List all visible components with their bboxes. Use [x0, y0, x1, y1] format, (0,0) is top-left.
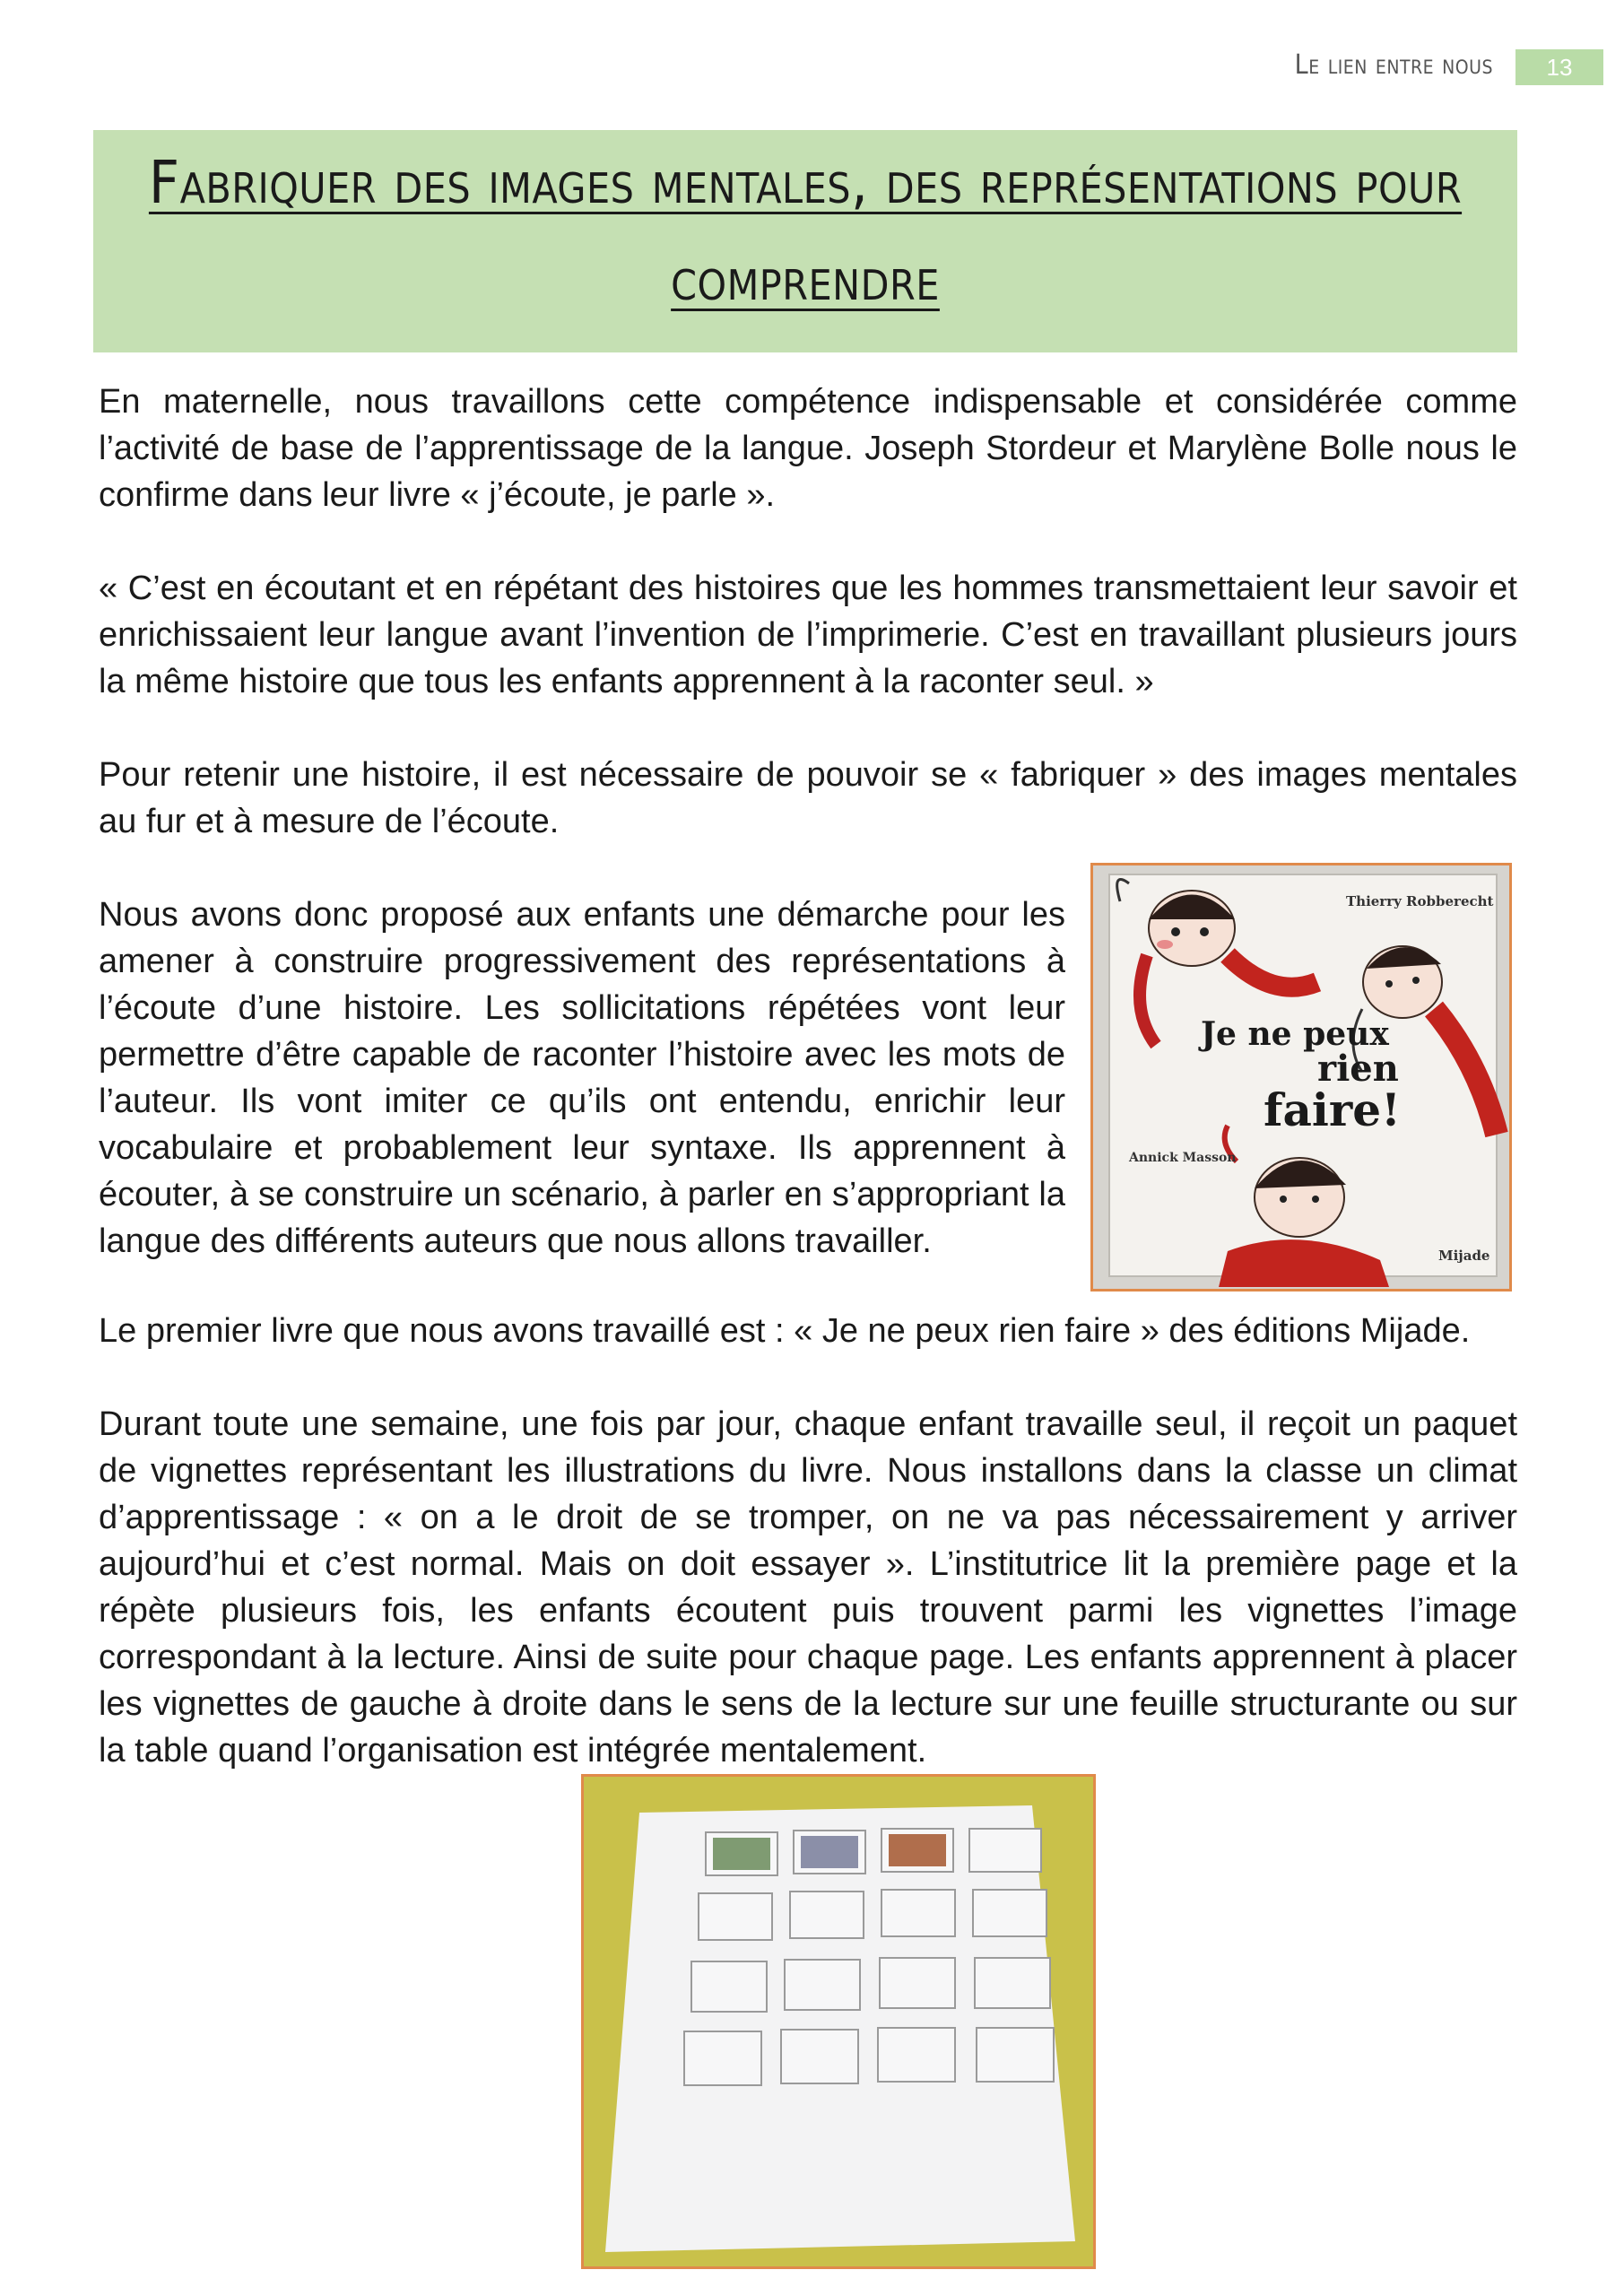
paragraph-approach: Nous avons donc proposé aux enfants une démarche pour les amener à construire progressivement des représentations à l’écoute d’une histoire. Les sollicitations répétées vont leur permettre d’être capable de raconter l’histoire avec les mots de l’auteur. Ils vont imiter ce qu’ils ont entendu, enrichir leur vocabulaire et probablement leur syntaxe. Ils apprennent à écouter, à se construire un scénario, à parler en s’appropriant la langue des différents auteurs que nous allons travailler.	[99, 896, 1065, 1260]
vignette-3	[889, 1834, 946, 1866]
page-number: 13	[1515, 49, 1603, 85]
cover-publisher: Mijade	[1438, 1248, 1490, 1264]
cover-author-bottom: Annick Masson	[1129, 1151, 1237, 1165]
structuring-sheet-photo	[581, 1774, 1096, 2269]
book-cover-image	[1090, 863, 1512, 1292]
running-header: Le lien entre nous	[1294, 49, 1493, 81]
page-title-line-1: Fabriquer des images mentales, des représentations pour	[148, 148, 1463, 217]
paragraph-week-activity: Durant toute une semaine, une fois par jour, chaque enfant travaille seul, il reçoit un paquet de vignettes représentant les illustrations du livre. Nous installons dans la classe un climat d’apprentissage : « on a le droit de se tromper, on ne va pas nécessairement y arriver aujourd’hui et c’est normal. Mais on doit essayer ». L’institutrice lit la première page et la répète plusieurs fois, les enfants écoutent puis trouvent parmi les vignettes l’image correspondant à la lecture. Ainsi de suite pour chaque page. Les enfants apprennent à placer les vignettes de gauche à droite dans le sens de la lecture sur une feuille structurante ou sur la table quand l’organisation est intégrée mentalement.	[99, 1405, 1517, 1770]
vignette-1	[713, 1838, 770, 1870]
cover-author-top: Thierry Robberecht	[1346, 893, 1494, 909]
page-title-line-2: comprendre	[671, 245, 940, 314]
cover-title-line-3: faire!	[1264, 1083, 1402, 1136]
paragraph-quote: « C’est en écoutant et en répétant des histoires que les hommes transmettaient leur savoir et enrichissaient leur langue avant l’invention de l’imprimerie. C’est en travaillant plusieurs jours la même histoire que tous les enfants apprennent à la raconter seul. »	[99, 570, 1517, 700]
cover-title-line-1: Je ne peux	[1201, 1015, 1389, 1053]
cover-title-line-2: rien	[1317, 1048, 1399, 1090]
paragraph-mental-images: Pour retenir une histoire, il est nécessaire de pouvoir se « fabriquer » des images mentales au fur et à mesure de l’écoute.	[99, 756, 1517, 840]
title-band	[93, 130, 1517, 352]
paragraph-intro: En maternelle, nous travaillons cette compétence indispensable et considérée comme l’activité de base de l’apprentissage de la langue. Joseph Stordeur et Marylène Bolle nous le confirme dans leur livre « j’écoute, je parle ».	[99, 383, 1517, 514]
paragraph-first-book: Le premier livre que nous avons travaillé est : « Je ne peux rien faire » des éditions Mijade.	[99, 1312, 1471, 1350]
vignette-2	[801, 1836, 858, 1868]
